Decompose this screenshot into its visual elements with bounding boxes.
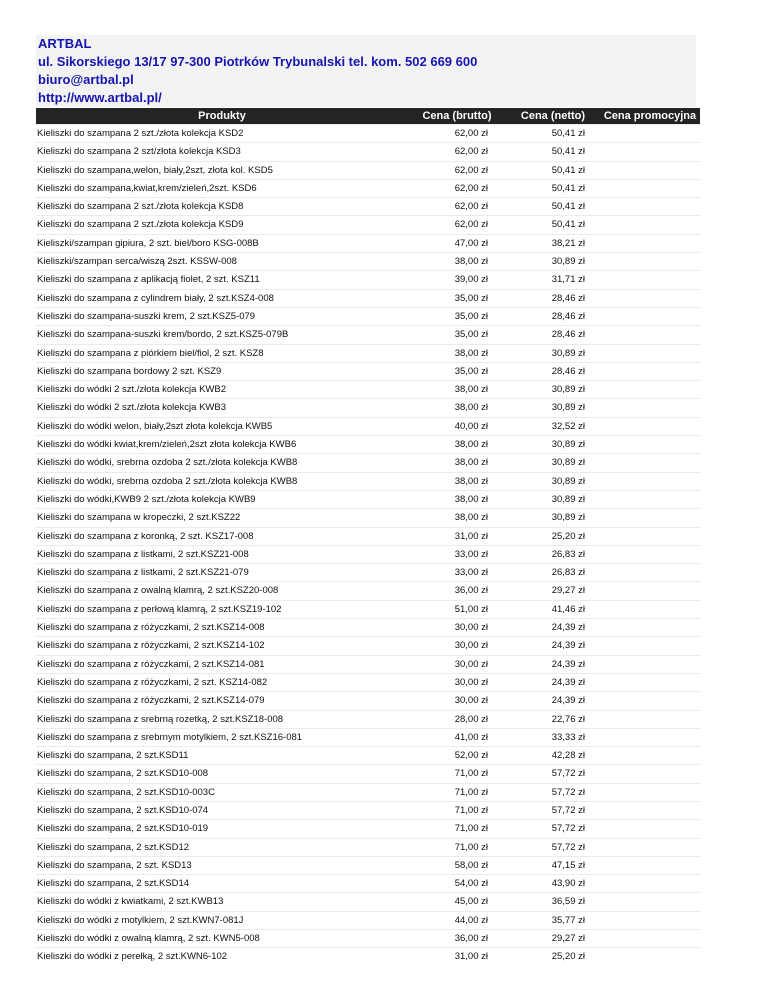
header-price-promo: Cena promocyjna [600,108,700,124]
price-gross-cell: 35,00 zł [454,292,488,304]
table-row [36,947,700,965]
product-name-cell: Kieliszki do szampana 2 szt./złota kolekcja KSD2 [37,128,244,139]
product-name-cell: Kieliszki do szampana z aplikacją fiolet, 2 szt. KSZ11 [37,274,260,286]
price-net-cell: 24,39 zł [551,695,585,707]
product-name-cell: Kieliszki do szampana-suszki krem, 2 szt.KSZ5-079 [37,310,256,322]
price-net-cell: 30,89 zł [551,439,585,451]
price-net-cell: 25,20 zł [551,530,585,542]
product-name-cell: Kieliszki do szampana z różyczkami, 2 szt. KSZ14-082 [37,676,268,688]
product-name-cell: Kieliszki do szampana z perłową klamrą, 2 szt.KSZ19-102 [37,603,282,615]
price-gross-cell: 54,00 zł [454,878,488,890]
price-net-cell: 25,20 zł [551,951,585,963]
product-name-cell: Kieliszki do szampana-suszki krem/bordo, 2 szt.KSZ5-079B [37,329,289,341]
price-net-cell: 26,83 zł [551,548,585,560]
product-name-cell: Kieliszki do szampana z koronką, 2 szt. KSZ17-008 [37,530,254,542]
company-email: biuro@artbal.pl [38,72,134,87]
table-row [36,618,700,636]
price-net-cell: 24,39 zł [551,622,585,634]
price-gross-cell: 71,00 zł [454,804,488,816]
price-gross-cell: 58,00 zł [454,859,488,871]
product-name-cell: Kieliszki do szampana z cylindrem biały, 2 szt.KSZ4-008 [37,292,274,304]
product-name-cell: Kieliszki do szampana, 2 szt.KSD11 [37,750,189,762]
price-net-cell: 26,83 zł [551,567,585,579]
price-net-cell: 38,21 zł [551,237,585,249]
product-name-cell: Kieliszki do szampana z srebrną rozetką, 2 szt.KSZ18-008 [37,713,284,725]
price-net-cell: 30,89 zł [551,493,585,505]
price-net-cell: 57,72 zł [551,841,585,853]
price-gross-cell: 40,00 zł [454,420,488,432]
price-gross-cell: 38,00 zł [454,512,488,524]
product-name-cell: Kieliszki do wódki z owalną klamrą, 2 szt. KWN5-008 [37,933,260,945]
table-row [36,764,700,782]
price-gross-cell: 38,00 zł [454,256,488,268]
table-row [36,234,700,252]
price-gross-cell: 62,00 zł [454,164,488,176]
price-net-cell: 50,41 zł [551,128,585,139]
price-gross-cell: 52,00 zł [454,750,488,762]
product-name-cell: Kieliszki do szampana w kropeczki, 2 szt.KSZ22 [37,512,241,524]
price-gross-cell: 71,00 zł [454,841,488,853]
header-price-net: Cena (netto) [506,108,600,124]
price-gross-cell: 30,00 zł [454,640,488,652]
price-gross-cell: 28,00 zł [454,713,488,725]
price-net-cell: 29,27 zł [551,933,585,945]
price-net-cell: 30,89 zł [551,475,585,487]
table-row [36,398,700,416]
table-header [36,108,700,124]
price-gross-cell: 62,00 zł [454,128,488,139]
product-name-cell: Kieliszki do szampana 2 szt./złota kolekcja KSD8 [37,201,244,213]
table-row [36,746,700,764]
table-row [36,710,700,728]
price-net-cell: 42,28 zł [551,750,585,762]
price-gross-cell: 51,00 zł [454,603,488,615]
product-name-cell: Kieliszki do wódki,KWB9 2 szt./złota kolekcja KWB9 [37,493,256,505]
product-name-cell: Kieliszki do wódki z kwiatkami, 2 szt.KWB13 [37,896,224,908]
price-gross-cell: 30,00 zł [454,695,488,707]
product-name-cell: Kieliszki do szampana,kwiat,krem/zieleń,2szt. KSD6 [37,182,257,194]
product-name-cell: Kieliszki do szampana, 2 szt. KSD13 [37,859,192,871]
product-name-cell: Kieliszki do szampana z piórkiem biel/fiol, 2 szt. KSZ8 [37,347,264,359]
product-name-cell: Kieliszki do szampana, 2 szt.KSD10-019 [37,823,209,835]
table-row [36,215,700,233]
table-row [36,179,700,197]
table-row [36,270,700,288]
table-row [36,581,700,599]
price-net-cell: 33,33 zł [551,731,585,743]
table-row [36,289,700,307]
price-gross-cell: 31,00 zł [454,530,488,542]
product-name-cell: Kieliszki do szampana 2 szt./złota kolekcja KSD9 [37,219,244,231]
table-row [36,161,700,179]
price-gross-cell: 62,00 zł [454,182,488,194]
product-name-cell: Kieliszki do szampana,welon, biały,2szt, złota kol. KSD5 [37,164,273,176]
table-row [36,325,700,343]
table-row [36,600,700,618]
price-gross-cell: 47,00 zł [454,237,488,249]
table-row [36,856,700,874]
price-gross-cell: 36,00 zł [454,585,488,597]
product-name-cell: Kieliszki do szampana z różyczkami, 2 szt.KSZ14-081 [37,658,265,670]
price-gross-cell: 30,00 zł [454,658,488,670]
price-net-cell: 35,77 zł [551,914,585,926]
price-net-cell: 57,72 zł [551,804,585,816]
table-row [36,435,700,453]
company-address-row [36,53,696,71]
table-row [36,838,700,856]
product-name-cell: Kieliszki do wódki kwiat,krem/zieleń,2szt złota kolekcja KWB6 [37,439,297,451]
price-gross-cell: 62,00 zł [454,219,488,231]
price-gross-cell: 38,00 zł [454,439,488,451]
table-row [36,911,700,929]
product-name-cell: Kieliszki do wódki welon, biały,2szt złota kolekcja KWB5 [37,420,273,432]
table-row [36,655,700,673]
price-net-cell: 50,41 zł [551,182,585,194]
price-net-cell: 24,39 zł [551,640,585,652]
product-name-cell: Kieliszki do szampana z różyczkami, 2 szt.KSZ14-079 [37,695,265,707]
price-gross-cell: 35,00 zł [454,329,488,341]
product-name-cell: Kieliszki do szampana z owalną klamrą, 2 szt.KSZ20-008 [37,585,279,597]
table-row [36,307,700,325]
price-gross-cell: 35,00 zł [454,310,488,322]
price-gross-cell: 38,00 zł [454,384,488,396]
price-net-cell: 30,89 zł [551,402,585,414]
table-row [36,728,700,746]
company-email-row [36,71,696,89]
table-row [36,508,700,526]
price-net-cell: 28,46 zł [551,365,585,377]
price-gross-cell: 71,00 zł [454,823,488,835]
price-table-body [36,124,700,966]
price-gross-cell: 44,00 zł [454,914,488,926]
price-gross-cell: 62,00 zł [454,201,488,213]
product-name-cell: Kieliszki do szampana z listkami, 2 szt.KSZ21-079 [37,567,249,579]
price-net-cell: 24,39 zł [551,676,585,688]
price-gross-cell: 38,00 zł [454,457,488,469]
product-name-cell: Kieliszki/szampan serca/wiszą 2szt. KSSW-008 [37,256,237,268]
price-net-cell: 47,15 zł [551,859,585,871]
price-gross-cell: 45,00 zł [454,896,488,908]
product-name-cell: Kieliszki/szampan gipiura, 2 szt. biel/boro KSG-008B [37,237,259,249]
price-net-cell: 43,90 zł [551,878,585,890]
price-gross-cell: 38,00 zł [454,402,488,414]
table-row [36,417,700,435]
table-row [36,124,700,142]
price-net-cell: 30,89 zł [551,347,585,359]
product-name-cell: Kieliszki do szampana, 2 szt.KSD14 [37,878,190,890]
table-row [36,783,700,801]
header-price-gross: Cena (brutto) [408,108,506,124]
product-name-cell: Kieliszki do wódki 2 szt./złota kolekcja KWB2 [37,384,227,396]
price-net-cell: 32,52 zł [551,420,585,432]
table-row [36,819,700,837]
company-website-row [36,89,696,107]
product-name-cell: Kieliszki do szampana z listkami, 2 szt.KSZ21-008 [37,548,249,560]
price-net-cell: 31,71 zł [551,274,585,286]
table-row [36,380,700,398]
price-gross-cell: 31,00 zł [454,951,488,963]
price-net-cell: 57,72 zł [551,768,585,780]
table-row [36,563,700,581]
price-net-cell: 50,41 zł [551,219,585,231]
table-row [36,929,700,947]
table-row [36,892,700,910]
price-gross-cell: 38,00 zł [454,475,488,487]
table-row [36,472,700,490]
table-row [36,490,700,508]
price-gross-cell: 39,00 zł [454,274,488,286]
price-gross-cell: 33,00 zł [454,567,488,579]
price-net-cell: 30,89 zł [551,457,585,469]
product-name-cell: Kieliszki do szampana, 2 szt.KSD12 [37,841,190,853]
price-gross-cell: 35,00 zł [454,365,488,377]
product-name-cell: Kieliszki do szampana z srebrnym motylkiem, 2 szt.KSZ16-081 [37,731,303,743]
company-address: ul. Sikorskiego 13/17 97-300 Piotrków Trybunalski tel. kom. 502 669 600 [38,54,478,69]
price-net-cell: 30,89 zł [551,384,585,396]
price-net-cell: 30,89 zł [551,256,585,268]
table-row [36,252,700,270]
product-name-cell: Kieliszki do szampana z różyczkami, 2 szt.KSZ14-008 [37,622,265,634]
header-products: Produkty [36,108,408,124]
table-row [36,691,700,709]
price-gross-cell: 41,00 zł [454,731,488,743]
price-gross-cell: 38,00 zł [454,347,488,359]
product-name-cell: Kieliszki do szampana 2 szt/złota kolekcja KSD3 [37,146,241,158]
table-row [36,874,700,892]
table-row [36,636,700,654]
table-row [36,453,700,471]
company-name: ARTBAL [38,36,92,51]
price-net-cell: 24,39 zł [551,658,585,670]
product-name-cell: Kieliszki do wódki, srebrna ozdoba 2 szt./złota kolekcja KWB8 [37,475,298,487]
price-net-cell: 50,41 zł [551,164,585,176]
table-row [36,142,700,160]
table-row [36,344,700,362]
product-name-cell: Kieliszki do szampana, 2 szt.KSD10-074 [37,804,209,816]
product-name-cell: Kieliszki do wódki, srebrna ozdoba 2 szt./złota kolekcja KWB8 [37,457,298,469]
product-name-cell: Kieliszki do szampana z różyczkami, 2 szt.KSZ14-102 [37,640,265,652]
price-net-cell: 36,59 zł [551,896,585,908]
price-net-cell: 29,27 zł [551,585,585,597]
company-name-row [36,35,696,53]
price-gross-cell: 36,00 zł [454,933,488,945]
product-name-cell: Kieliszki do szampana bordowy 2 szt. KSZ9 [37,365,222,377]
price-net-cell: 41,46 zł [551,603,585,615]
price-net-cell: 22,76 zł [551,713,585,725]
price-gross-cell: 38,00 zł [454,493,488,505]
price-net-cell: 50,41 zł [551,201,585,213]
product-name-cell: Kieliszki do szampana, 2 szt.KSD10-003C [37,786,215,798]
product-name-cell: Kieliszki do wódki z perełką, 2 szt.KWN6-102 [37,951,228,963]
table-row [36,197,700,215]
price-gross-cell: 71,00 zł [454,786,488,798]
price-gross-cell: 30,00 zł [454,676,488,688]
table-row [36,527,700,545]
price-gross-cell: 30,00 zł [454,622,488,634]
table-row [36,362,700,380]
price-net-cell: 28,46 zł [551,310,585,322]
price-net-cell: 57,72 zł [551,786,585,798]
product-name-cell: Kieliszki do wódki z motylkiem, 2 szt.KWN7-081J [37,914,244,926]
table-row [36,801,700,819]
product-name-cell: Kieliszki do wódki 2 szt./złota kolekcja KWB3 [37,402,227,414]
company-website: http://www.artbal.pl/ [38,90,162,105]
price-net-cell: 57,72 zł [551,823,585,835]
price-net-cell: 28,46 zł [551,329,585,341]
price-gross-cell: 33,00 zł [454,548,488,560]
price-net-cell: 50,41 zł [551,146,585,158]
price-gross-cell: 62,00 zł [454,146,488,158]
table-row [36,673,700,691]
price-net-cell: 28,46 zł [551,292,585,304]
price-net-cell: 30,89 zł [551,512,585,524]
product-name-cell: Kieliszki do szampana, 2 szt.KSD10-008 [37,768,209,780]
price-gross-cell: 71,00 zł [454,768,488,780]
table-row [36,545,700,563]
